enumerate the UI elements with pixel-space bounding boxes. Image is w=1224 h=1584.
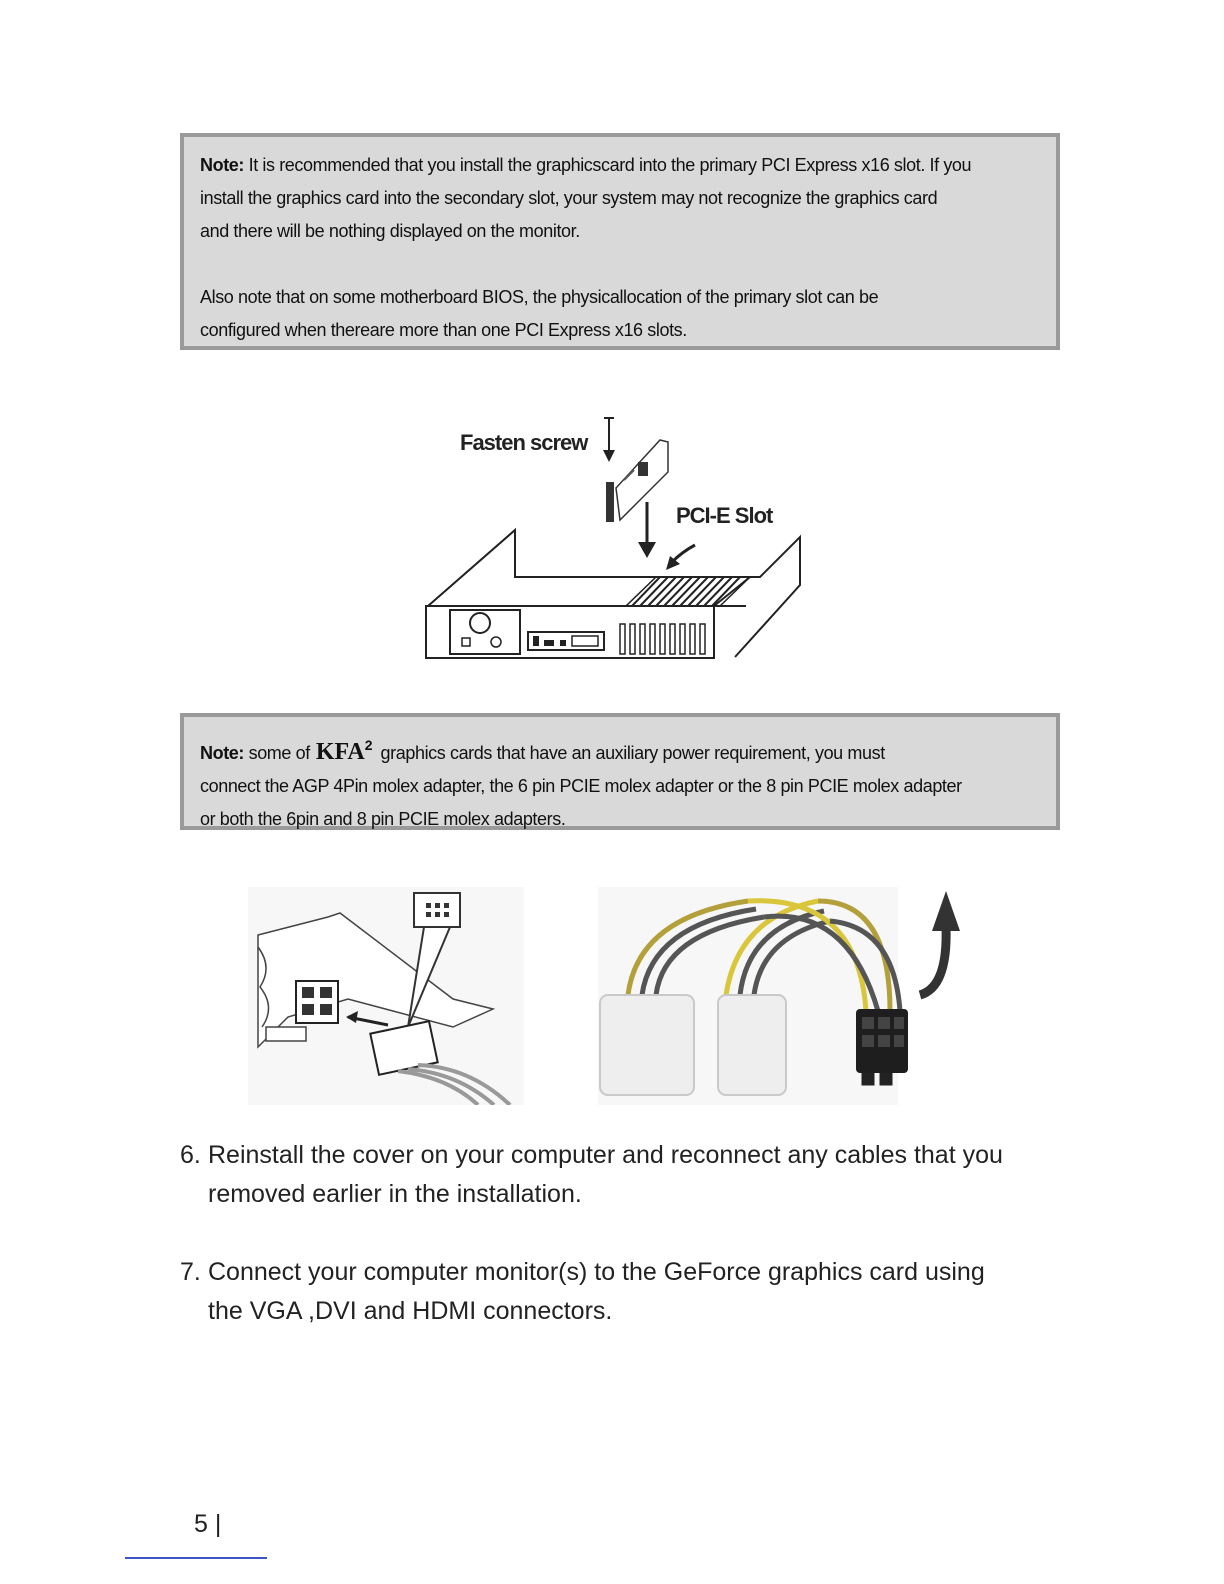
- kfa2-brand-logo: KFA$^2$: [315, 737, 373, 765]
- step-text: Connect your computer monitor(s) to the GeForce graphics card using: [208, 1258, 985, 1286]
- step-text-continued: removed earlier in the installation.: [208, 1180, 582, 1208]
- note-box-auxiliary-power: [180, 713, 1060, 830]
- note1-line5: configured when thereare more than one PCI Express x16 slots.: [200, 320, 687, 340]
- page-number: 5 |: [194, 1510, 222, 1538]
- screw-arrow-icon: [603, 418, 615, 462]
- molex-adapter-cable-photo: [598, 887, 966, 1105]
- note2-line3: or both the 6pin and 8 pin PCIE molex adapters.: [200, 809, 566, 829]
- fasten-screw-label: Fasten screw: [460, 430, 588, 455]
- pcie-install-diagram: [420, 410, 820, 665]
- note1-line2: install the graphics card into the secondary slot, your system may not recognize the graphics card: [200, 188, 938, 208]
- step-7: [180, 1253, 1073, 1331]
- graphics-card-icon: [606, 440, 668, 522]
- note1-line1: Note: It is recommended that you install the graphicscard into the primary PCI Express x16 slot. If you: [200, 155, 972, 175]
- note1-line3: and there will be nothing displayed on the monitor.: [200, 221, 580, 241]
- note2-label: Note:: [200, 743, 244, 763]
- six-pin-connector-diagram: [248, 887, 524, 1105]
- step-number: 7.: [180, 1258, 201, 1286]
- step-6: [180, 1136, 1073, 1214]
- step-number: 6.: [180, 1141, 201, 1169]
- step-text-continued: the VGA ,DVI and HDMI connectors.: [208, 1297, 613, 1325]
- step-text: Reinstall the cover on your computer and reconnect any cables that you: [208, 1141, 1003, 1169]
- note1-label: Note:: [200, 155, 244, 175]
- note2-line1: Note: some of KFA$^2$ graphics cards that have an auxiliary power requirement, you must: [200, 737, 885, 765]
- slot-pointer-arrow-icon: [666, 545, 695, 570]
- insert-arrow-icon: [638, 502, 656, 558]
- footer-divider: [125, 1557, 267, 1559]
- pcie-slot-label: PCI-E Slot: [676, 503, 773, 528]
- note-box-install-slot: [180, 133, 1060, 350]
- note2-line2: connect the AGP 4Pin molex adapter, the 6 pin PCIE molex adapter or the 8 pin PCIE molex adapter: [200, 776, 962, 796]
- curved-up-arrow-icon: [920, 891, 960, 995]
- note1-line4: Also note that on some motherboard BIOS, the physicallocation of the primary slot can be: [200, 287, 879, 307]
- computer-case-icon: [426, 530, 800, 658]
